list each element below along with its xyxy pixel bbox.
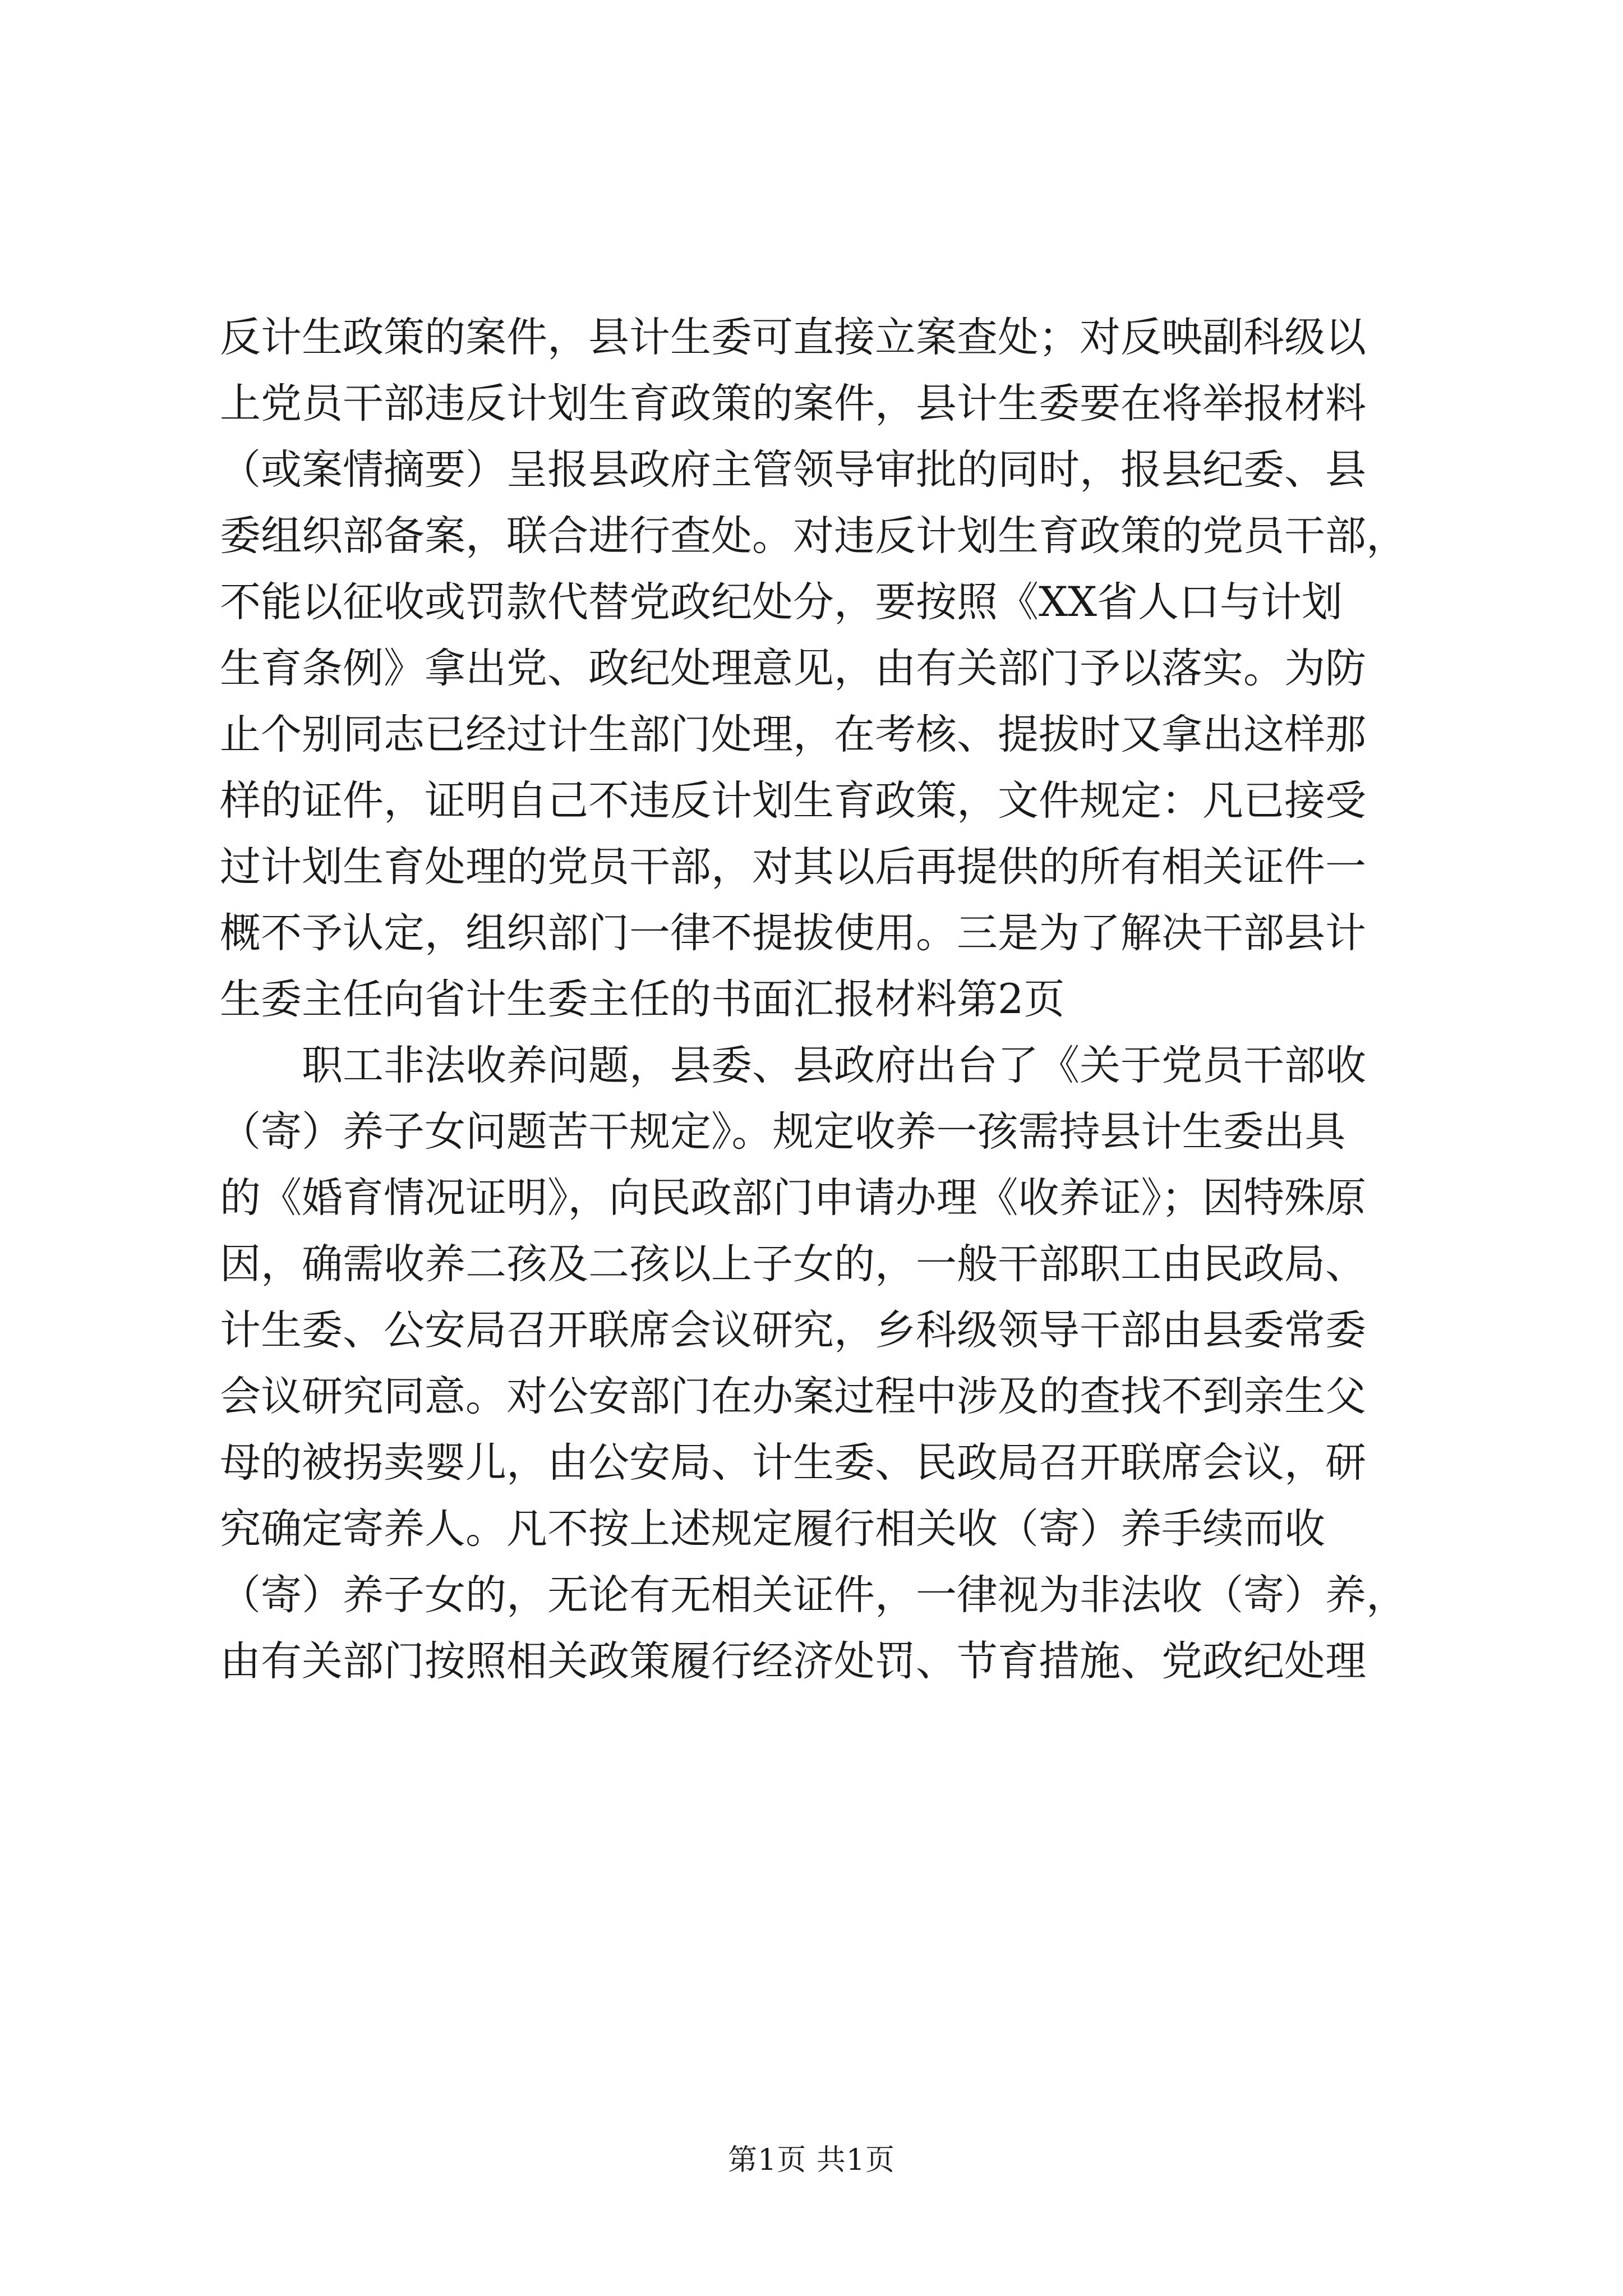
paragraph-first-line: 职工非法收养问题，县委、县政府出台了《关于党员干部收 <box>302 1042 1366 1089</box>
text-line: 样的证件，证明自己不违反计划生育政策，文件规定：凡已接受 <box>220 777 1366 825</box>
text-line: 究确定寄养人。凡不按上述规定履行相关收（寄）养手续而收 <box>220 1505 1325 1553</box>
text-line: 委组织部备案，联合进行查处。对违反计划生育政策的党员干部， <box>220 512 1407 560</box>
text-line: 生委主任向省计生委主任的书面汇报材料第2页 <box>220 976 1065 1023</box>
text-line: 由有关部门按照相关政策履行经济处罚、节育措施、党政纪处理 <box>220 1637 1366 1685</box>
text-line: 因，确需收养二孩及二孩以上子女的，一般干部职工由民政局、 <box>220 1240 1366 1288</box>
text-line: （寄）养子女的，无论有无相关证件，一律视为非法收（寄）养， <box>220 1571 1407 1619</box>
text-line: 会议研究同意。对公安部门在办案过程中涉及的查找不到亲生父 <box>220 1373 1366 1420</box>
text-line: 生育条例》拿出党、政纪处理意见，由有关部门予以落实。为防 <box>220 645 1366 692</box>
page-footer: 第1页 共1页 <box>728 2143 895 2177</box>
text-line: 止个别同志已经过计生部门处理，在考核、提拔时又拿出这样那 <box>220 711 1366 758</box>
text-line: 反计生政策的案件，县计生委可直接立案查处；对反映副科级以 <box>220 314 1366 361</box>
text-line: （或案情摘要）呈报县政府主管领导审批的同时，报县纪委、县 <box>220 446 1366 494</box>
text-line: 不能以征收或罚款代替党政纪处分，要按照《XX省人口与计划 <box>220 578 1343 626</box>
text-line: 母的被拐卖婴儿，由公安局、计生委、民政局召开联席会议，研 <box>220 1439 1366 1487</box>
text-line: 上党员干部违反计划生育政策的案件，县计生委要在将举报材料 <box>220 380 1366 427</box>
text-line: （寄）养子女问题苦干规定》。规定收养一孩需持县计生委出具 <box>220 1108 1346 1156</box>
text-line: 计生委、公安局召开联席会议研究，乡科级领导干部由县委常委 <box>220 1306 1366 1354</box>
text-line: 概不予认定，组织部门一律不提拔使用。三是为了解决干部县计 <box>220 909 1366 957</box>
text-line: 的《婚育情况证明》，向民政部门申请办理《收养证》；因特殊原 <box>220 1174 1366 1222</box>
text-line: 过计划生育处理的党员干部，对其以后再提供的所有相关证件一 <box>220 843 1366 891</box>
